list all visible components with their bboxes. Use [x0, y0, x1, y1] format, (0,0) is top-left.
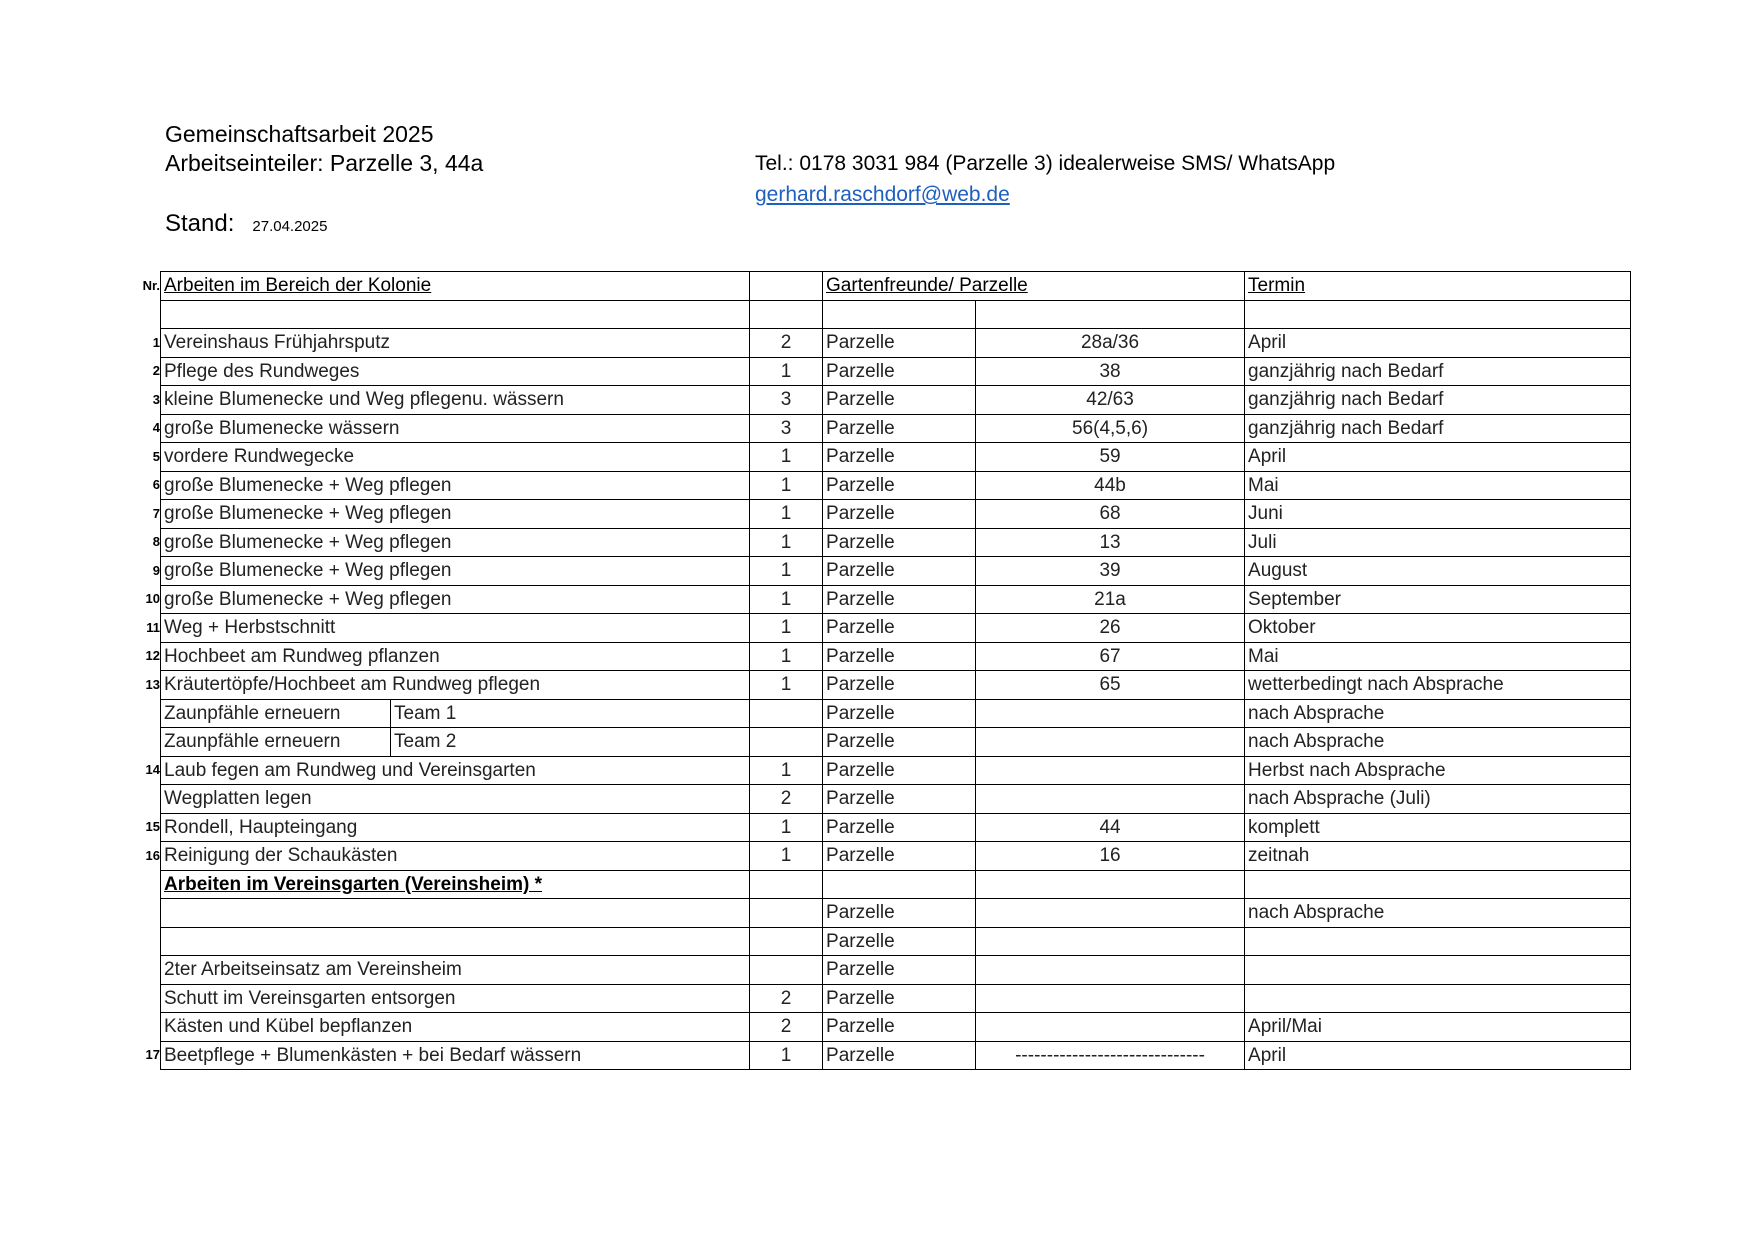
cell-label: Parzelle	[823, 842, 976, 871]
cell-work: Laub fegen am Rundweg und Vereinsgarten	[161, 756, 750, 785]
page-title: Gemeinschaftsarbeit 2025	[165, 121, 434, 147]
table-row	[161, 785, 1631, 814]
cell-team: Team 2	[391, 728, 750, 757]
table-row	[161, 471, 1631, 500]
cell-label: Parzelle	[823, 471, 976, 500]
table-row	[161, 842, 1631, 871]
cell-parcel	[976, 870, 1245, 899]
cell-work: Weg + Herbstschnitt	[161, 614, 750, 643]
table-row	[161, 414, 1631, 443]
table-row	[161, 813, 1631, 842]
cell-work: 2ter Arbeitseinsatz am Vereinsheim	[161, 956, 750, 985]
cell-label: Parzelle	[823, 414, 976, 443]
cell-label: Parzelle	[823, 984, 976, 1013]
cell-parcel: 28a/36	[976, 329, 1245, 358]
cell-label: Parzelle	[823, 1013, 976, 1042]
row-number: 15	[145, 819, 160, 834]
table-row	[161, 443, 1631, 472]
cell-date: ganzjährig nach Bedarf	[1245, 357, 1631, 386]
contact-email-link[interactable]: gerhard.raschdorf@web.de	[755, 183, 1010, 206]
table-row	[161, 984, 1631, 1013]
cell-count: 1	[750, 443, 823, 472]
cell-count: 2	[750, 785, 823, 814]
cell-parcel	[976, 1013, 1245, 1042]
row-number: 13	[145, 676, 160, 692]
cell-work: große Blumenecke + Weg pflegen	[161, 528, 750, 557]
cell-parcel: 65	[976, 671, 1245, 700]
cell-label: Parzelle	[823, 585, 976, 614]
cell-work: große Blumenecke + Weg pflegen	[161, 471, 750, 500]
cell-count	[750, 899, 823, 928]
cell-count: 1	[750, 842, 823, 871]
cell-label: Parzelle	[823, 956, 976, 985]
table-row	[161, 899, 1631, 928]
cell-work: Zaunpfähle erneuern	[161, 699, 391, 728]
cell-work: Hochbeet am Rundweg pflanzen	[161, 642, 750, 671]
table-row	[161, 528, 1631, 557]
cell-date: Mai	[1245, 471, 1631, 500]
row-number: 10	[145, 591, 160, 606]
cell-count: 1	[750, 557, 823, 586]
table-row	[161, 500, 1631, 529]
row-number: 3	[152, 391, 160, 407]
cell-count: 1	[750, 528, 823, 557]
table-row	[161, 557, 1631, 586]
stand-label: Stand:	[165, 210, 235, 237]
cell-date: Mai	[1245, 642, 1631, 671]
table-row	[161, 642, 1631, 671]
cell-date: nach Absprache	[1245, 899, 1631, 928]
cell-count: 1	[750, 614, 823, 643]
cell-parcel: 67	[976, 642, 1245, 671]
cell-date: ganzjährig nach Bedarf	[1245, 386, 1631, 415]
cell-work: Pflege des Rundweges	[161, 357, 750, 386]
cell-label: Parzelle	[823, 614, 976, 643]
cell-count: 1	[750, 756, 823, 785]
table-row	[161, 329, 1631, 358]
stand-date: 27.04.2025	[252, 218, 328, 235]
cell-date	[1245, 984, 1631, 1013]
cell-parcel: 44b	[976, 471, 1245, 500]
row-number: 4	[152, 420, 160, 435]
cell-label: Parzelle	[823, 642, 976, 671]
row-number: 14	[145, 762, 160, 777]
row-number: 2	[152, 363, 160, 378]
cell-parcel: 38	[976, 357, 1245, 386]
table-row	[161, 585, 1631, 614]
cell-parcel	[976, 984, 1245, 1013]
page-subtitle: Arbeitseinteiler: Parzelle 3, 44a	[165, 150, 484, 176]
table-row	[161, 956, 1631, 985]
cell-label: Parzelle	[823, 500, 976, 529]
cell-count: 1	[750, 585, 823, 614]
cell-count: 3	[750, 414, 823, 443]
cell-parcel	[976, 300, 1245, 329]
work-schedule-table	[160, 271, 1631, 1070]
cell-work	[161, 300, 750, 329]
cell-work: Zaunpfähle erneuern	[161, 728, 391, 757]
section-title-row	[161, 870, 1631, 899]
cell-work	[161, 927, 750, 956]
cell-count: 1	[750, 1041, 823, 1070]
cell-count: 1	[750, 471, 823, 500]
row-number: 16	[145, 847, 160, 863]
cell-label	[823, 300, 976, 329]
cell-date: nach Absprache	[1245, 728, 1631, 757]
cell-count	[750, 699, 823, 728]
cell-count: 1	[750, 357, 823, 386]
cell-parcel: 26	[976, 614, 1245, 643]
cell-parcel: 68	[976, 500, 1245, 529]
cell-date: Juli	[1245, 528, 1631, 557]
cell-parcel	[976, 728, 1245, 757]
cell-count	[750, 728, 823, 757]
cell-label: Parzelle	[823, 329, 976, 358]
cell-work: große Blumenecke + Weg pflegen	[161, 500, 750, 529]
cell-label	[823, 870, 976, 899]
cell-work: kleine Blumenecke und Weg pflegenu. wässern	[161, 386, 750, 415]
table-row	[161, 756, 1631, 785]
cell-count: 2	[750, 984, 823, 1013]
cell-date: wetterbedingt nach Absprache	[1245, 671, 1631, 700]
cell-parcel	[976, 785, 1245, 814]
cell-label: Parzelle	[823, 756, 976, 785]
stand-line	[165, 210, 327, 238]
cell-parcel: 44	[976, 813, 1245, 842]
cell-parcel: 56(4,5,6)	[976, 414, 1245, 443]
row-number: 8	[152, 534, 160, 549]
cell-count	[750, 956, 823, 985]
cell-date	[1245, 956, 1631, 985]
cell-date: Juni	[1245, 500, 1631, 529]
row-number: Nr.	[142, 277, 160, 293]
header-count	[750, 272, 823, 301]
cell-label: Parzelle	[823, 785, 976, 814]
cell-work: Schutt im Vereinsgarten entsorgen	[161, 984, 750, 1013]
cell-date: ganzjährig nach Bedarf	[1245, 414, 1631, 443]
cell-date: komplett	[1245, 813, 1631, 842]
cell-count: 1	[750, 813, 823, 842]
cell-date: Herbst nach Absprache	[1245, 756, 1631, 785]
cell-work: Wegplatten legen	[161, 785, 750, 814]
contact-phone: Tel.: 0178 3031 984 (Parzelle 3) idealerweise SMS/ WhatsApp	[755, 152, 1336, 175]
table-row	[161, 699, 1631, 728]
table-header-row	[161, 272, 1631, 301]
table-row	[161, 927, 1631, 956]
cell-parcel: 13	[976, 528, 1245, 557]
cell-work: große Blumenecke + Weg pflegen	[161, 585, 750, 614]
cell-count: 1	[750, 671, 823, 700]
table-row	[161, 728, 1631, 757]
cell-date	[1245, 300, 1631, 329]
cell-parcel: 16	[976, 842, 1245, 871]
cell-work: Kästen und Kübel bepflanzen	[161, 1013, 750, 1042]
cell-date: August	[1245, 557, 1631, 586]
row-number: 7	[152, 505, 160, 521]
section-title: Arbeiten im Vereinsgarten (Vereinsheim) *	[161, 870, 750, 899]
cell-date: nach Absprache (Juli)	[1245, 785, 1631, 814]
cell-work	[161, 899, 750, 928]
cell-label: Parzelle	[823, 813, 976, 842]
table-row	[161, 300, 1631, 329]
cell-work: große Blumenecke wässern	[161, 414, 750, 443]
cell-label: Parzelle	[823, 357, 976, 386]
cell-date: zeitnah	[1245, 842, 1631, 871]
cell-count: 3	[750, 386, 823, 415]
cell-date: Oktober	[1245, 614, 1631, 643]
cell-work: Vereinshaus Frühjahrsputz	[161, 329, 750, 358]
cell-date: September	[1245, 585, 1631, 614]
cell-parcel	[976, 699, 1245, 728]
cell-date	[1245, 870, 1631, 899]
cell-label: Parzelle	[823, 671, 976, 700]
cell-work: Reinigung der Schaukästen	[161, 842, 750, 871]
cell-work: Kräutertöpfe/Hochbeet am Rundweg pflegen	[161, 671, 750, 700]
cell-date: April	[1245, 443, 1631, 472]
cell-date: nach Absprache	[1245, 699, 1631, 728]
cell-count	[750, 870, 823, 899]
cell-parcel: 21a	[976, 585, 1245, 614]
cell-parcel	[976, 756, 1245, 785]
row-number: 11	[146, 619, 160, 635]
cell-label: Parzelle	[823, 528, 976, 557]
cell-parcel	[976, 956, 1245, 985]
table-row	[161, 1041, 1631, 1070]
row-number: 5	[152, 448, 160, 464]
cell-label: Parzelle	[823, 1041, 976, 1070]
row-number: 1	[152, 334, 160, 350]
cell-label: Parzelle	[823, 927, 976, 956]
cell-label: Parzelle	[823, 728, 976, 757]
cell-label: Parzelle	[823, 699, 976, 728]
cell-count	[750, 300, 823, 329]
cell-work: vordere Rundwegecke	[161, 443, 750, 472]
cell-work: Rondell, Haupteingang	[161, 813, 750, 842]
cell-count: 2	[750, 1013, 823, 1042]
cell-parcel: 39	[976, 557, 1245, 586]
cell-count	[750, 927, 823, 956]
cell-date: April	[1245, 1041, 1631, 1070]
row-number: 6	[152, 477, 160, 492]
table-row	[161, 386, 1631, 415]
cell-count: 1	[750, 642, 823, 671]
cell-date	[1245, 927, 1631, 956]
cell-date: April	[1245, 329, 1631, 358]
row-number: 17	[145, 1047, 160, 1062]
cell-parcel: 59	[976, 443, 1245, 472]
cell-label: Parzelle	[823, 899, 976, 928]
header-work: Arbeiten im Bereich der Kolonie	[161, 272, 750, 301]
cell-work: große Blumenecke + Weg pflegen	[161, 557, 750, 586]
table-row	[161, 357, 1631, 386]
header-date: Termin	[1245, 272, 1631, 301]
cell-label: Parzelle	[823, 386, 976, 415]
cell-count: 2	[750, 329, 823, 358]
cell-label: Parzelle	[823, 557, 976, 586]
table-row	[161, 614, 1631, 643]
cell-work: Beetpflege + Blumenkästen + bei Bedarf wässern	[161, 1041, 750, 1070]
cell-count: 1	[750, 500, 823, 529]
cell-label: Parzelle	[823, 443, 976, 472]
table-row	[161, 1013, 1631, 1042]
row-number: 12	[145, 648, 160, 663]
cell-parcel: 42/63	[976, 386, 1245, 415]
header-friends: Gartenfreunde/ Parzelle	[823, 272, 1245, 301]
row-number: 9	[152, 562, 160, 578]
cell-parcel	[976, 927, 1245, 956]
cell-parcel	[976, 899, 1245, 928]
cell-date: April/Mai	[1245, 1013, 1631, 1042]
cell-parcel: ------------------------------	[976, 1041, 1245, 1070]
cell-team: Team 1	[391, 699, 750, 728]
table-row	[161, 671, 1631, 700]
